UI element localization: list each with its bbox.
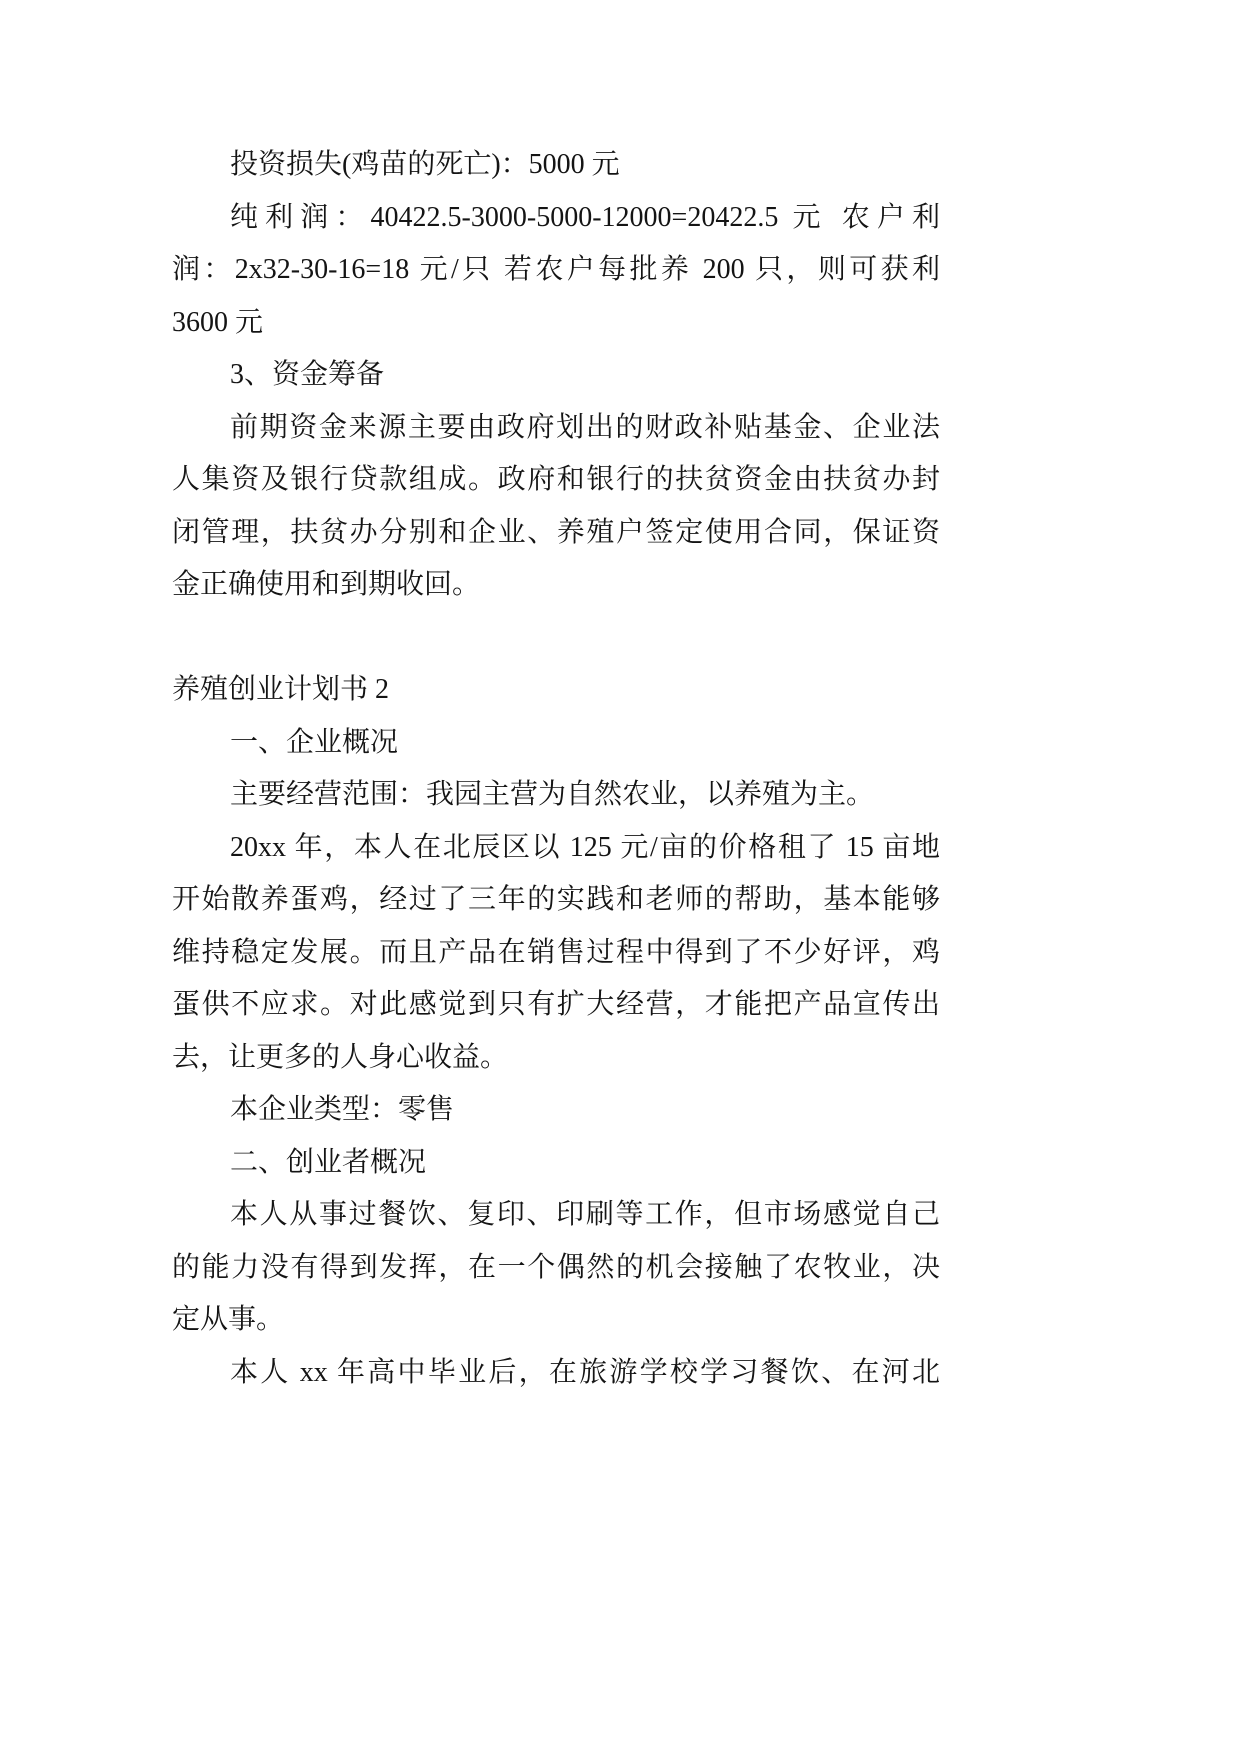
document-title: 养殖创业计划书 2	[172, 674, 390, 705]
paragraph-net-profit	[172, 192, 940, 350]
paragraph-line: 开始散养蛋鸡，经过了三年的实践和老师的帮助，基本能够	[172, 884, 940, 915]
paragraph-line: 主要经营范围：我园主营为自然农业，以养殖为主。	[230, 779, 875, 810]
paragraph-line: 3600 元	[172, 306, 264, 338]
paragraph-line: 定从事。	[172, 1304, 285, 1335]
paragraph-line: 的能力没有得到发挥，在一个偶然的机会接触了农牧业，决	[172, 1251, 940, 1283]
paragraph-line: 润：2x32-30-16=18 元/只 若农户每批养 200 只，则可获利	[172, 254, 940, 285]
paragraph-line: 本人 xx 年高中毕业后，在旅游学校学习餐饮、在河北	[230, 1356, 940, 1388]
paragraph-line: 人集资及银行贷款组成。政府和银行的扶贫资金由扶贫办封	[172, 464, 940, 495]
paragraph-funding-sources	[172, 402, 940, 612]
paragraph-line: 本企业类型：零售	[230, 1094, 455, 1125]
paragraph-line: 前期资金来源主要由政府划出的财政补贴基金、企业法	[230, 411, 940, 443]
paragraph-line: 本人从事过餐饮、复印、印刷等工作，但市场感觉自己	[230, 1199, 940, 1230]
heading-company-overview	[172, 717, 940, 770]
paragraph-line: 维持稳定发展。而且产品在销售过程中得到了不少好评，鸡	[172, 936, 940, 968]
paragraph-company-history	[172, 822, 940, 1085]
paragraph-founder-experience	[172, 1189, 940, 1347]
paragraph-investment-loss	[172, 139, 940, 192]
paragraph-line: 20xx 年，本人在北辰区以 125 元/亩的价格租了 15 亩地	[230, 831, 940, 863]
heading-line: 一、企业概况	[230, 726, 399, 758]
heading-line: 二、创业者概况	[230, 1146, 427, 1178]
paragraph-line: 闭管理，扶贫办分别和企业、养殖户签定使用合同，保证资	[172, 516, 940, 548]
paragraph-business-scope	[172, 769, 940, 822]
blank-line	[172, 612, 940, 665]
heading-line: 3、资金筹备	[230, 359, 385, 390]
paragraph-line: 金正确使用和到期收回。	[172, 569, 481, 600]
heading-founder-overview	[172, 1137, 940, 1190]
paragraph-line: 蛋供不应求。对此感觉到只有扩大经营，才能把产品宣传出	[172, 989, 940, 1020]
paragraph-founder-education	[172, 1347, 940, 1400]
paragraph-line: 纯利润：40422.5-3000-5000-12000=20422.5 元 农户利	[230, 201, 940, 233]
paragraph-line: 去，让更多的人身心收益。	[172, 1041, 509, 1073]
document-body	[172, 139, 940, 1399]
paragraph-company-type	[172, 1084, 940, 1137]
heading-funding-preparation	[172, 349, 940, 402]
paragraph-line: 投资损失(鸡苗的死亡)：5000 元	[230, 149, 620, 180]
